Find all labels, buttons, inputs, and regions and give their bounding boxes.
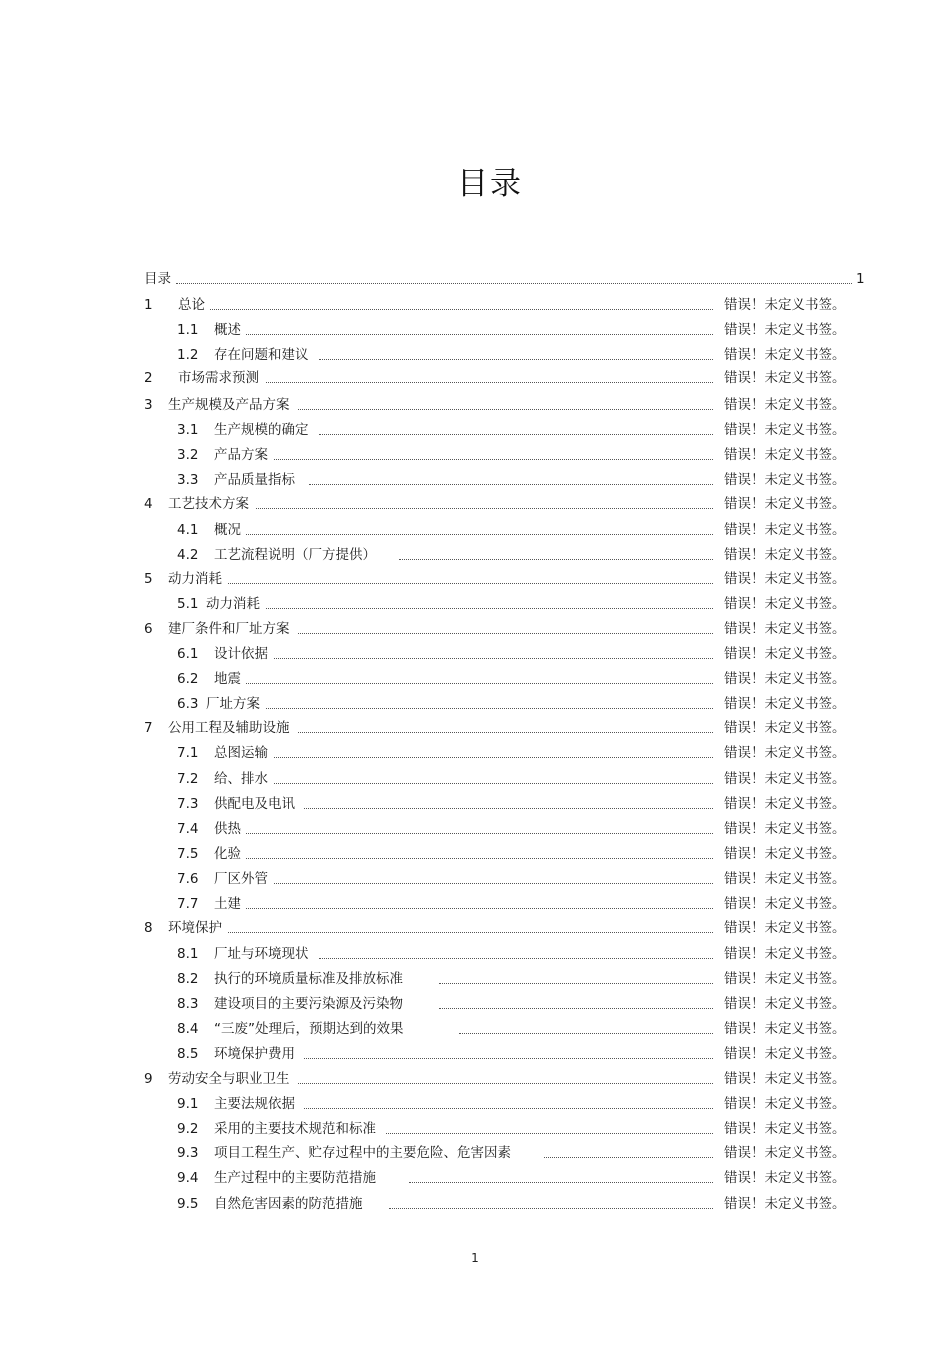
toc-number: 2 xyxy=(144,370,153,386)
toc-entry[interactable] xyxy=(0,1043,950,1065)
toc-leader xyxy=(210,309,713,310)
toc-label: 动力消耗 xyxy=(206,596,260,612)
toc-leader xyxy=(389,1208,713,1209)
toc-bookmark-error: 错误！未定义书签。 xyxy=(724,347,846,363)
toc-label: 公用工程及辅助设施 xyxy=(168,720,290,736)
toc-leader xyxy=(266,708,713,709)
toc-label: 主要法规依据 xyxy=(214,1096,295,1112)
toc-leader xyxy=(246,534,713,535)
toc-entry[interactable] xyxy=(0,818,950,840)
toc-entry[interactable] xyxy=(0,1142,950,1164)
toc-label: 设计依据 xyxy=(214,646,268,662)
toc-entry[interactable] xyxy=(0,568,950,590)
toc-leader xyxy=(298,409,713,410)
toc-number: 6.2 xyxy=(177,671,199,687)
toc-number: 5.1 xyxy=(177,596,199,612)
toc-number: 9.4 xyxy=(177,1170,199,1186)
toc-label: 项目工程生产、贮存过程中的主要危险、危害因素 xyxy=(214,1145,511,1161)
toc-bookmark-error: 错误！未定义书签。 xyxy=(724,447,846,463)
toc-bookmark-error: 错误！未定义书签。 xyxy=(724,796,846,812)
toc-bookmark-error: 错误！未定义书签。 xyxy=(724,671,846,687)
toc-number: 8 xyxy=(144,920,153,936)
toc-leader xyxy=(274,658,713,659)
toc-leader xyxy=(176,283,852,284)
toc-leader xyxy=(246,833,713,834)
toc-entry[interactable] xyxy=(0,1093,950,1115)
toc-leader xyxy=(399,559,713,560)
toc-entry[interactable] xyxy=(0,868,950,890)
toc-label: 环境保护 xyxy=(168,920,222,936)
toc-bookmark-error: 错误！未定义书签。 xyxy=(724,771,846,787)
toc-leader xyxy=(246,858,713,859)
toc-label: 厂址方案 xyxy=(206,696,260,712)
toc-entry[interactable] xyxy=(0,294,950,316)
toc-bookmark-error: 错误！未定义书签。 xyxy=(724,522,846,538)
toc-number: 8.3 xyxy=(177,996,199,1012)
toc-bookmark-error: 错误！未定义书签。 xyxy=(724,571,846,587)
toc-entry[interactable] xyxy=(0,643,950,665)
toc-entry[interactable] xyxy=(0,668,950,690)
toc-leader xyxy=(544,1157,713,1158)
toc-label: 总图运输 xyxy=(214,745,268,761)
toc-label: 土建 xyxy=(214,896,241,912)
page-title: 目录 xyxy=(457,166,523,202)
toc-entry[interactable] xyxy=(0,1118,950,1140)
toc-number: 7 xyxy=(144,720,153,736)
toc-label: 概况 xyxy=(214,522,241,538)
toc-number: 6.3 xyxy=(177,696,199,712)
toc-entry[interactable] xyxy=(0,1018,950,1040)
toc-entry[interactable] xyxy=(0,1193,950,1215)
toc-bookmark-error: 错误！未定义书签。 xyxy=(724,1071,846,1087)
toc-leader xyxy=(298,1083,713,1084)
toc-entry[interactable] xyxy=(0,917,950,939)
toc-bookmark-error: 错误！未定义书签。 xyxy=(724,1096,846,1112)
toc-label: 生产过程中的主要防范措施 xyxy=(214,1170,376,1186)
toc-entry[interactable] xyxy=(0,319,950,341)
toc-bookmark-error: 错误！未定义书签。 xyxy=(724,621,846,637)
toc-page-number: 1 xyxy=(856,271,865,287)
toc-entry[interactable] xyxy=(0,469,950,491)
toc-leader xyxy=(228,583,713,584)
toc-bookmark-error: 错误！未定义书签。 xyxy=(724,297,846,313)
toc-bookmark-error: 错误！未定义书签。 xyxy=(724,1196,846,1212)
toc-label: 工艺流程说明（厂方提供） xyxy=(214,547,376,563)
toc-leader xyxy=(304,1058,713,1059)
toc-leader xyxy=(274,783,713,784)
toc-leader xyxy=(309,484,713,485)
toc-label: 产品方案 xyxy=(214,447,268,463)
toc-bookmark-error: 错误！未定义书签。 xyxy=(724,996,846,1012)
toc-label: 供配电及电讯 xyxy=(214,796,295,812)
toc-label: 自然危害因素的防范措施 xyxy=(214,1196,363,1212)
toc-bookmark-error: 错误！未定义书签。 xyxy=(724,1170,846,1186)
toc-label: 市场需求预测 xyxy=(178,370,259,386)
toc-number: 7.1 xyxy=(177,745,199,761)
toc-number: 9 xyxy=(144,1071,153,1087)
toc-number: 7.5 xyxy=(177,846,199,862)
toc-label: 厂区外管 xyxy=(214,871,268,887)
toc-entry[interactable] xyxy=(0,268,950,290)
page-number: 1 xyxy=(471,1251,479,1265)
toc-entry[interactable] xyxy=(0,544,950,566)
toc-entry[interactable] xyxy=(0,419,950,441)
toc-leader xyxy=(266,608,713,609)
toc-label: 建厂条件和厂址方案 xyxy=(168,621,290,637)
toc-bookmark-error: 错误！未定义书签。 xyxy=(724,496,846,512)
toc-bookmark-error: 错误！未定义书签。 xyxy=(724,920,846,936)
toc-bookmark-error: 错误！未定义书签。 xyxy=(724,472,846,488)
toc-entry[interactable] xyxy=(0,793,950,815)
toc-label: 工艺技术方案 xyxy=(168,496,249,512)
toc-leader xyxy=(459,1033,713,1034)
toc-number: 5 xyxy=(144,571,153,587)
toc-bookmark-error: 错误！未定义书签。 xyxy=(724,745,846,761)
toc-entry[interactable] xyxy=(0,618,950,640)
toc-number: 7.2 xyxy=(177,771,199,787)
toc-bookmark-error: 错误！未定义书签。 xyxy=(724,370,846,386)
toc-label: 生产规模的确定 xyxy=(214,422,309,438)
toc-number: 9.3 xyxy=(177,1145,199,1161)
toc-number: 7.7 xyxy=(177,896,199,912)
toc-label: “三废”处理后，预期达到的效果 xyxy=(214,1021,404,1037)
toc-number: 4.2 xyxy=(177,547,199,563)
toc-leader xyxy=(304,808,713,809)
toc-entry[interactable] xyxy=(0,717,950,739)
toc-entry[interactable] xyxy=(0,943,950,965)
toc-number: 3.3 xyxy=(177,472,199,488)
toc-leader xyxy=(266,382,713,383)
toc-bookmark-error: 错误！未定义书签。 xyxy=(724,1021,846,1037)
toc-number: 3.2 xyxy=(177,447,199,463)
toc-leader xyxy=(304,1108,713,1109)
toc-leader xyxy=(228,932,713,933)
toc-entry[interactable] xyxy=(0,1167,950,1189)
toc-entry[interactable] xyxy=(0,493,950,515)
toc-leader xyxy=(386,1133,713,1134)
toc-leader xyxy=(246,334,713,335)
toc-bookmark-error: 错误！未定义书签。 xyxy=(724,596,846,612)
toc-entry[interactable] xyxy=(0,893,950,915)
toc-label: 产品质量指标 xyxy=(214,472,295,488)
toc-bookmark-error: 错误！未定义书签。 xyxy=(724,1046,846,1062)
toc-entry[interactable] xyxy=(0,519,950,541)
toc-entry[interactable] xyxy=(0,968,950,990)
toc-leader xyxy=(409,1182,713,1183)
toc-number: 7.6 xyxy=(177,871,199,887)
toc-bookmark-error: 错误！未定义书签。 xyxy=(724,1121,846,1137)
toc-bookmark-error: 错误！未定义书签。 xyxy=(724,646,846,662)
toc-number: 4.1 xyxy=(177,522,199,538)
toc-label: 环境保护费用 xyxy=(214,1046,295,1062)
toc-bookmark-error: 错误！未定义书签。 xyxy=(724,696,846,712)
toc-number: 8.4 xyxy=(177,1021,199,1037)
toc-entry[interactable] xyxy=(0,693,950,715)
toc-number: 9.2 xyxy=(177,1121,199,1137)
toc-entry[interactable] xyxy=(0,993,950,1015)
toc-leader xyxy=(274,459,713,460)
toc-entry[interactable] xyxy=(0,742,950,764)
toc-label: 给、排水 xyxy=(214,771,268,787)
toc-label: 执行的环境质量标准及排放标准 xyxy=(214,971,403,987)
toc-label: 地震 xyxy=(214,671,241,687)
toc-number: 9.1 xyxy=(177,1096,199,1112)
toc-bookmark-error: 错误！未定义书签。 xyxy=(724,720,846,736)
toc-leader xyxy=(439,983,713,984)
toc-entry[interactable] xyxy=(0,1068,950,1090)
toc-leader xyxy=(439,1008,713,1009)
toc-label: 生产规模及产品方案 xyxy=(168,397,290,413)
toc-number: 1 xyxy=(144,297,153,313)
toc-leader xyxy=(246,908,713,909)
toc-leader xyxy=(274,757,713,758)
toc-bookmark-error: 错误！未定义书签。 xyxy=(724,1145,846,1161)
toc-bookmark-error: 错误！未定义书签。 xyxy=(724,397,846,413)
toc-number: 4 xyxy=(144,496,153,512)
toc-number: 7.4 xyxy=(177,821,199,837)
toc-number: 8.1 xyxy=(177,946,199,962)
toc-number: 8.2 xyxy=(177,971,199,987)
toc-label: 供热 xyxy=(214,821,241,837)
toc-bookmark-error: 错误！未定义书签。 xyxy=(724,871,846,887)
toc-leader xyxy=(298,633,713,634)
toc-label: 建设项目的主要污染源及污染物 xyxy=(214,996,403,1012)
toc-label: 动力消耗 xyxy=(168,571,222,587)
toc-entry[interactable] xyxy=(0,768,950,790)
toc-entry[interactable] xyxy=(0,394,950,416)
toc-entry[interactable] xyxy=(0,344,950,366)
toc-number: 8.5 xyxy=(177,1046,199,1062)
toc-number: 3.1 xyxy=(177,422,199,438)
toc-label: 存在问题和建议 xyxy=(214,347,309,363)
toc-number: 7.3 xyxy=(177,796,199,812)
toc-leader xyxy=(319,359,713,360)
toc-label: 劳动安全与职业卫生 xyxy=(168,1071,290,1087)
toc-number: 9.5 xyxy=(177,1196,199,1212)
toc-label: 厂址与环境现状 xyxy=(214,946,309,962)
toc-entry[interactable] xyxy=(0,367,950,389)
toc-leader xyxy=(246,683,713,684)
toc-entry[interactable] xyxy=(0,444,950,466)
toc-bookmark-error: 错误！未定义书签。 xyxy=(724,422,846,438)
toc-bookmark-error: 错误！未定义书签。 xyxy=(724,821,846,837)
toc-label: 总论 xyxy=(178,297,205,313)
toc-number: 1.1 xyxy=(177,322,199,338)
toc-entry[interactable] xyxy=(0,843,950,865)
toc-leader xyxy=(298,732,713,733)
toc-bookmark-error: 错误！未定义书签。 xyxy=(724,547,846,563)
toc-bookmark-error: 错误！未定义书签。 xyxy=(724,971,846,987)
toc-number: 3 xyxy=(144,397,153,413)
toc-entry[interactable] xyxy=(0,593,950,615)
toc-leader xyxy=(319,434,713,435)
toc-leader xyxy=(274,883,713,884)
toc-number: 6 xyxy=(144,621,153,637)
toc-bookmark-error: 错误！未定义书签。 xyxy=(724,896,846,912)
toc-label: 化验 xyxy=(214,846,241,862)
toc-leader xyxy=(256,508,713,509)
toc-leader xyxy=(319,958,713,959)
toc-bookmark-error: 错误！未定义书签。 xyxy=(724,846,846,862)
toc-number: 6.1 xyxy=(177,646,199,662)
toc-label: 概述 xyxy=(214,322,241,338)
toc-number: 1.2 xyxy=(177,347,199,363)
toc-bookmark-error: 错误！未定义书签。 xyxy=(724,946,846,962)
toc-label: 采用的主要技术规范和标准 xyxy=(214,1121,376,1137)
toc-bookmark-error: 错误！未定义书签。 xyxy=(724,322,846,338)
toc-label: 目录 xyxy=(144,271,171,287)
